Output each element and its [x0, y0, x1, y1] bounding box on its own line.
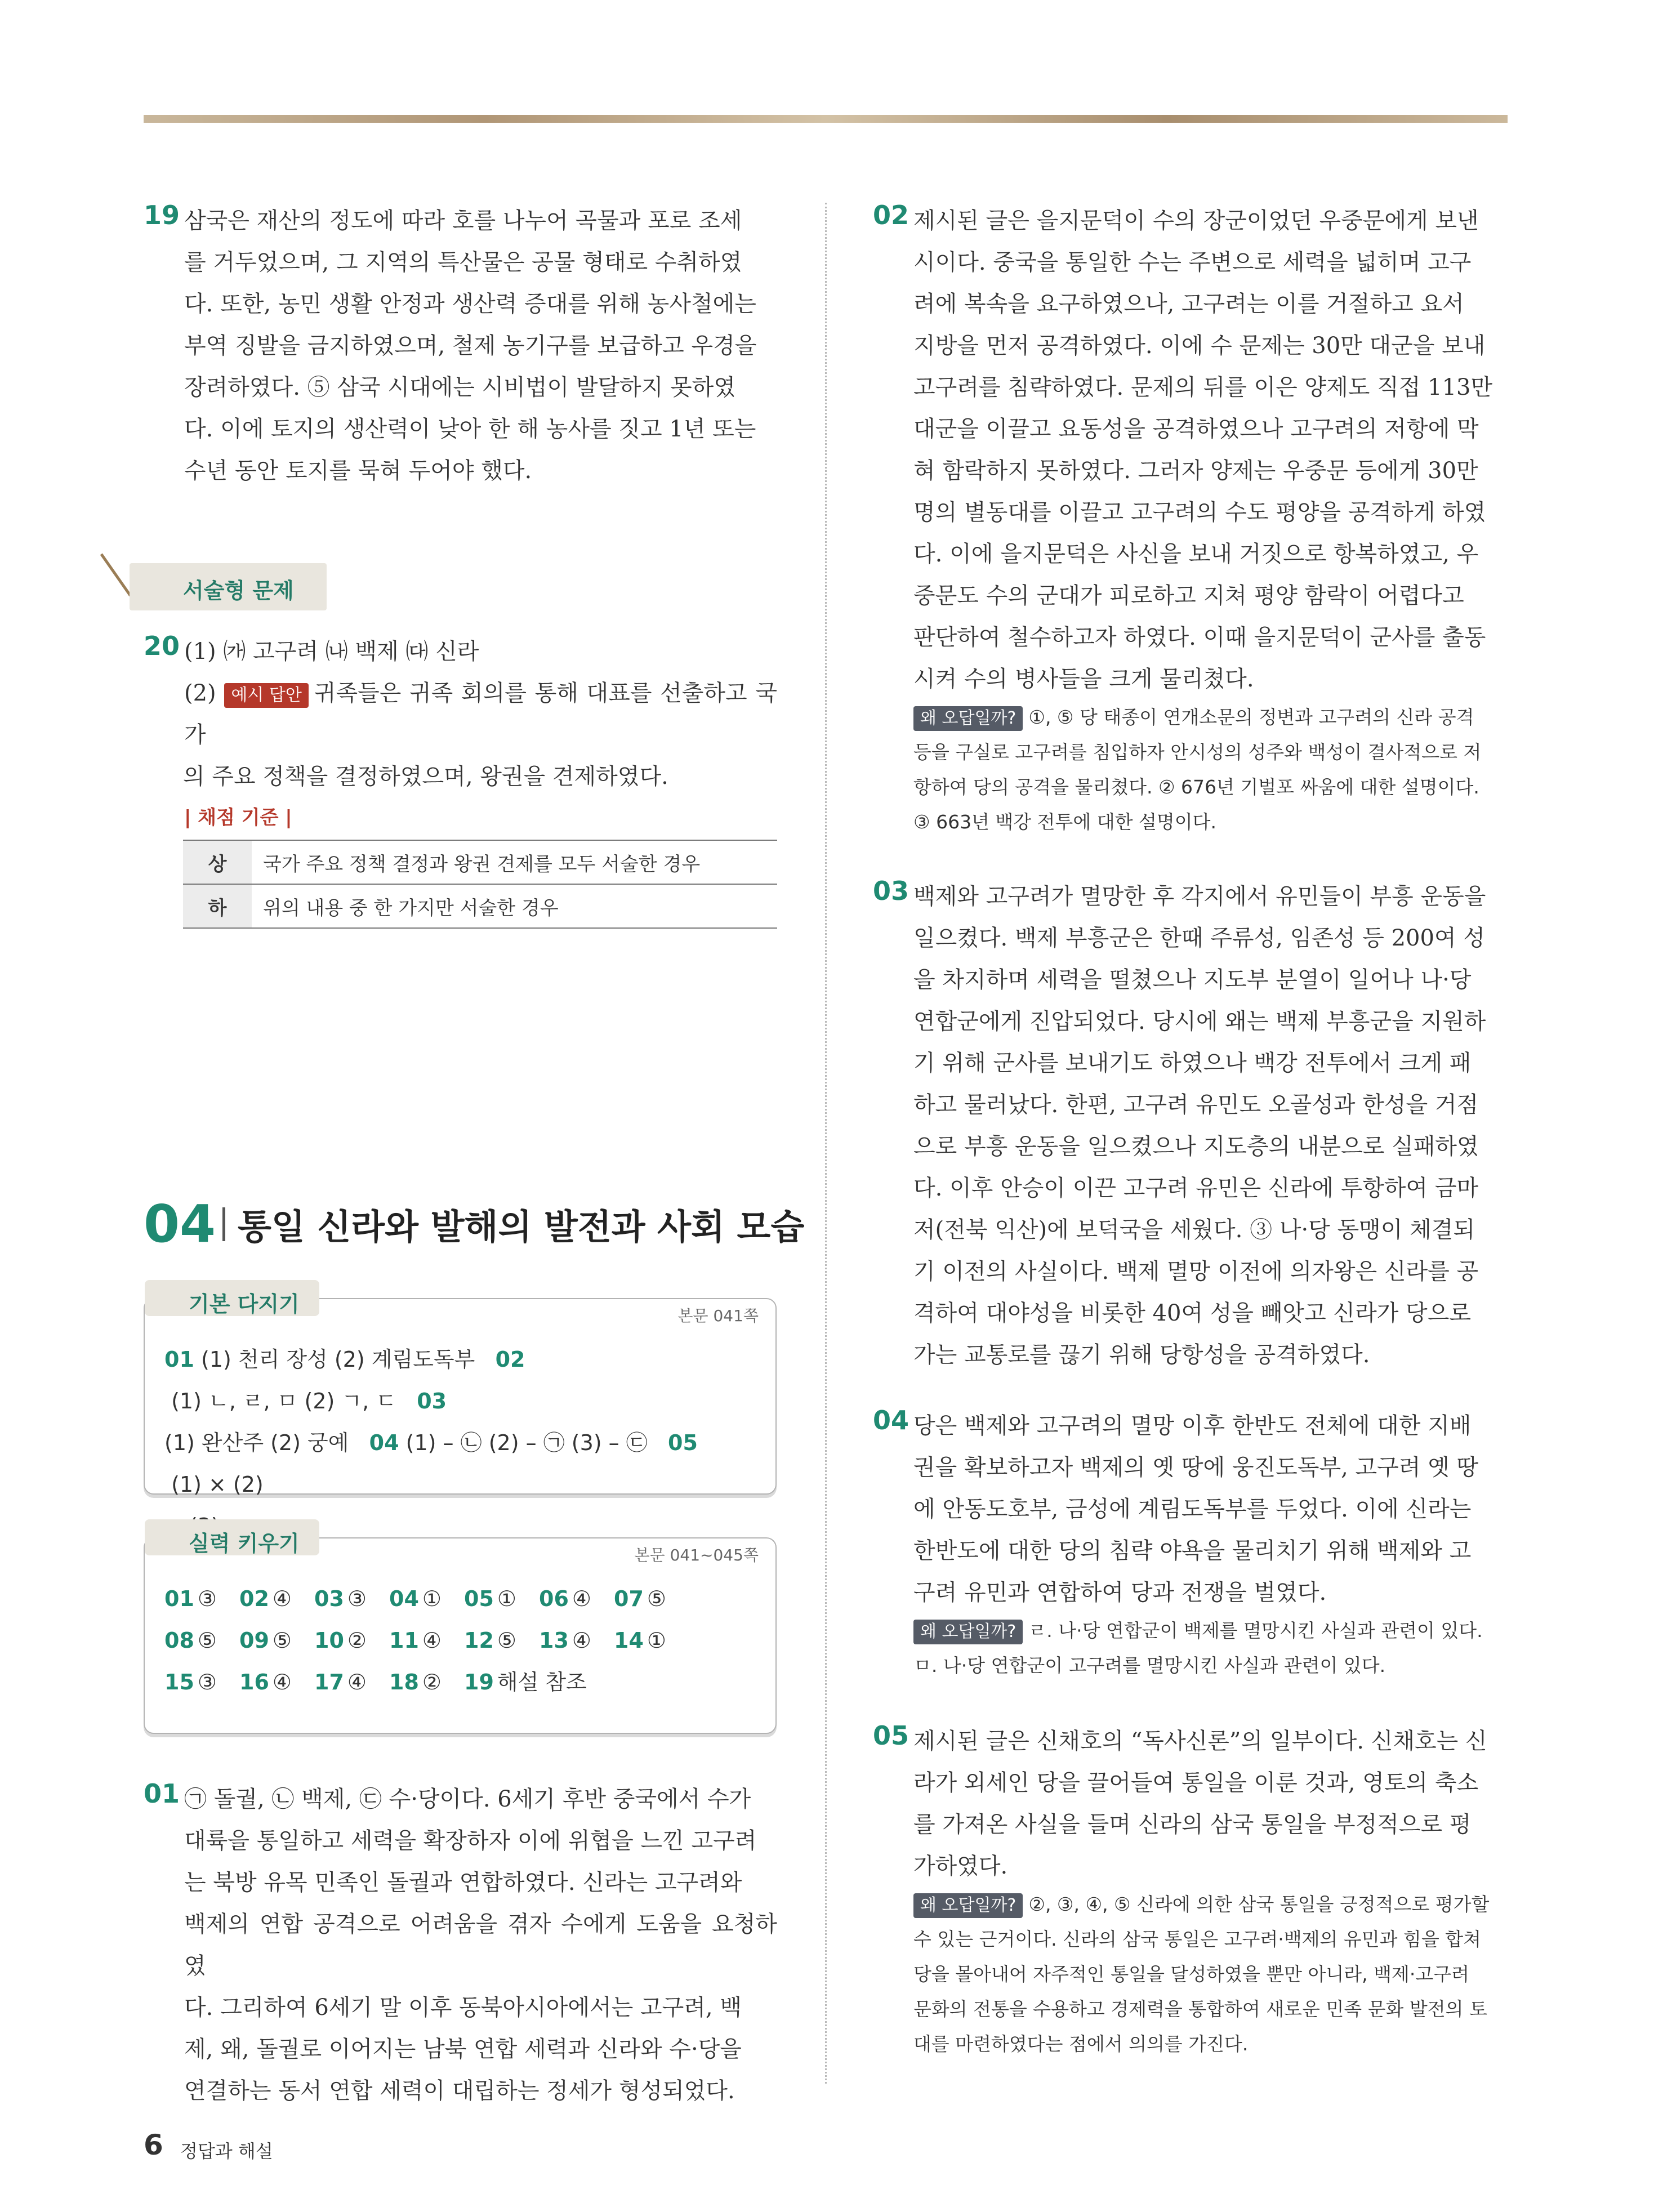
page-number: 6 [144, 2129, 163, 2161]
note-text: 당을 몰아내어 자주적인 통일을 달성하였을 뿐만 아니라, 백제·고구려 [913, 1963, 1469, 1985]
answer-text [184, 1778, 777, 2112]
item-number: 04 [369, 1430, 399, 1455]
answer-line [184, 672, 777, 756]
box-label-text: 실력 키우기 [189, 1531, 300, 1556]
answer-item [614, 1620, 689, 1661]
item-number: 03 [417, 1389, 447, 1413]
page-reference: 본문 041쪽 [677, 1306, 759, 1325]
answer-item [389, 1661, 464, 1703]
question-number: 03 [873, 876, 910, 906]
wrong-answer-note [913, 1613, 1509, 1683]
item-answer: ① [497, 1586, 516, 1611]
answer-line: 삼국은 재산의 정도에 따라 호를 나누어 곡물과 포로 조세 [184, 208, 742, 234]
answer-item [239, 1661, 314, 1703]
top-decor-bar [144, 115, 1508, 123]
answer-item [314, 1620, 389, 1661]
note-line [913, 1613, 1509, 1648]
answer-item [389, 1578, 464, 1620]
answer-line: 시켜 수의 병사들을 크게 물리쳤다. [913, 666, 1254, 692]
item-answer: 해설 참조 [497, 1670, 587, 1694]
item-answer: ④ [272, 1586, 292, 1611]
item-number: 19 [464, 1670, 494, 1694]
footer-label: 정답과 해설 [180, 2140, 273, 2162]
answer-item [239, 1620, 314, 1661]
answer-item [164, 1620, 239, 1661]
rubric-table [183, 840, 777, 929]
practice-answers-box [144, 1531, 777, 1734]
answer-20 [144, 631, 777, 929]
answer-item [314, 1578, 389, 1620]
item-number: 06 [539, 1586, 569, 1611]
answer-text [913, 876, 1509, 1376]
note-text: 대를 마련하였다는 점에서 의의를 가진다. [913, 2033, 1249, 2055]
answer-line: 으로 부흥 운동을 일으켰으나 지도층의 내분으로 실패하였 [913, 1134, 1479, 1159]
answer-line: 를 가져온 사실을 들며 신라의 삼국 통일을 부정적으로 평 [913, 1812, 1472, 1838]
item-number: 14 [614, 1628, 644, 1653]
rubric-criteria: 국가 주요 정책 결정과 왕권 견제를 모두 서술한 경우 [252, 840, 777, 884]
answer-line: 구려 유민과 연합하여 당과 전쟁을 벌였다. [913, 1580, 1327, 1606]
answer-line: 기 위해 군사를 보내기도 하였으나 백강 전투에서 크게 패 [913, 1050, 1472, 1076]
item-answer: ③ [197, 1586, 217, 1611]
item-answer: ③ [197, 1670, 217, 1694]
answer-line: 장려하였다. ⑤ 삼국 시대에는 시비법이 발달하지 못하였 [184, 374, 736, 400]
item-number: 10 [314, 1628, 344, 1653]
note-line [913, 1922, 1509, 1957]
section-label-descriptive [130, 563, 327, 610]
question-number: 01 [144, 1778, 180, 1809]
answer-line: 려에 복속을 요구하였으나, 고구려는 이를 거절하고 요서 [913, 291, 1464, 317]
item-number: 01 [164, 1586, 194, 1611]
answer-04 [873, 1405, 1509, 1683]
item-number: 16 [239, 1670, 269, 1694]
item-number: 13 [539, 1628, 569, 1653]
answer-text [183, 756, 777, 797]
answer-03 [873, 876, 1509, 1376]
answer-line: 를 거두었으며, 그 지역의 특산물은 공물 형태로 수취하였 [184, 249, 742, 275]
item-number: 02 [239, 1586, 269, 1611]
answer-line: 중문도 수의 군대가 피로하고 지쳐 평양 함락이 어렵다고 [913, 583, 1464, 609]
item-answer: ④ [572, 1586, 591, 1611]
item-answer: ④ [572, 1628, 591, 1653]
answer-line: 제, 왜, 돌궐로 이어지는 남북 연합 세력과 신라와 수·당을 [184, 2036, 742, 2062]
part-label: (2) [184, 680, 216, 706]
note-line [913, 1992, 1509, 2027]
wrong-answer-note [913, 1887, 1509, 2062]
note-text: 수 있는 근거이다. 신라의 삼국 통일은 고구려·백제의 유민과 힘을 합쳐 [913, 1928, 1481, 1950]
item-answer: ② [347, 1628, 367, 1653]
answer-text [913, 1720, 1509, 1887]
note-line [913, 2027, 1509, 2062]
answer-line: 연결하는 동서 연합 세력이 대립하는 정세가 형성되었다. [184, 2078, 735, 2104]
answer-line: 혀 함락하지 못하였다. 그러자 양제는 우중문 등에게 30만 [913, 458, 1478, 484]
item-answer: ⑤ [272, 1628, 292, 1653]
item-number: 08 [164, 1628, 194, 1653]
note-line [913, 735, 1509, 770]
answer-line: 연합군에게 진압되었다. 당시에 왜는 백제 부흥군을 지원하 [913, 1009, 1486, 1034]
item-number: 18 [389, 1670, 419, 1694]
table-row [183, 884, 777, 928]
answer-key-line [164, 1339, 759, 1422]
page-reference: 본문 041~045쪽 [634, 1546, 759, 1564]
answer-05 [873, 1720, 1509, 2062]
answer-line: 격하여 대야성을 비롯한 40여 성을 빼앗고 신라가 당으로 [913, 1300, 1471, 1326]
answer-line: 시이다. 중국을 통일한 수는 주변으로 세력을 넓히며 고구 [913, 249, 1472, 275]
note-text: ①, ⑤ 당 태종이 연개소문의 정변과 고구려의 신라 공격 [1028, 706, 1474, 728]
answer-line: 한반도에 대한 당의 침략 야욕을 물리치기 위해 백제와 고 [913, 1538, 1472, 1564]
note-line [913, 1887, 1509, 1922]
answer-text [913, 200, 1509, 700]
answer-01 [144, 1778, 777, 2112]
column-divider [825, 203, 827, 2084]
table-row [183, 840, 777, 884]
item-number: 01 [164, 1347, 194, 1372]
answer-item [464, 1578, 539, 1620]
answer-19 [144, 200, 777, 492]
chapter-number: 04 [144, 1194, 216, 1254]
question-number: 04 [873, 1405, 910, 1435]
item-answer: ① [647, 1628, 666, 1653]
answer-line: 당은 백제와 고구려의 멸망 이후 한반도 전체에 대한 지배 [913, 1413, 1472, 1439]
item-answer: ④ [422, 1628, 442, 1653]
item-number: 05 [464, 1586, 494, 1611]
answer-text [913, 1405, 1509, 1613]
item-number: 12 [464, 1628, 494, 1653]
note-text: ②, ③, ④, ⑤ 신라에 의한 삼국 통일을 긍정적으로 평가할 [1028, 1893, 1490, 1915]
item-answer: (1) × (2) [164, 1472, 264, 1497]
why-wrong-tag: 왜 오답일까? [913, 1620, 1023, 1644]
note-text: 항하여 당의 공격을 물리쳤다. ② 676년 기벌포 싸움에 대한 설명이다. [913, 776, 1479, 798]
answer-line: 수년 동안 토지를 묵혀 두어야 했다. [184, 458, 532, 484]
answer-line: 부역 징발을 금지하였으며, 철제 농기구를 보급하고 우경을 [184, 333, 757, 359]
chapter-title: 통일 신라와 발해의 발전과 사회 모습 [238, 1206, 805, 1247]
answer-item [614, 1578, 689, 1620]
answer-line-text: 귀족들은 귀족 회의를 통해 대표를 선출하고 국가 [184, 680, 777, 748]
answer-line: 제시된 글은 신채호의 “독사신론”의 일부이다. 신채호는 신 [913, 1728, 1487, 1754]
item-answer: (1) 천리 장성 (2) 계림도독부 [194, 1347, 496, 1372]
item-answer: ④ [347, 1670, 367, 1694]
item-answer: ④ [272, 1670, 292, 1694]
note-line [913, 805, 1509, 840]
item-answer: ③ [347, 1586, 367, 1611]
answer-line: 을 차지하며 세력을 떨쳤으나 지도부 분열이 일어나 나·당 [913, 967, 1472, 993]
item-answer: ⑤ [497, 1628, 516, 1653]
question-number: 20 [144, 631, 180, 661]
answer-line: 가는 교통로를 끊기 위해 당항성을 공격하였다. [913, 1342, 1370, 1368]
answer-line: 의 주요 정책을 결정하였으며, 왕권을 견제하였다. [183, 764, 668, 790]
chapter-heading [144, 1194, 804, 1254]
item-number: 05 [668, 1430, 698, 1455]
chapter-divider [222, 1207, 225, 1241]
note-line [913, 700, 1509, 735]
note-line [913, 1957, 1509, 1992]
rubric-title: | 채점 기준 | [184, 806, 292, 829]
item-number: 15 [164, 1670, 194, 1694]
basic-answers-box [144, 1292, 777, 1497]
answer-line: 다. 이후 안승이 이끈 고구려 유민은 신라에 투항하여 금마 [913, 1175, 1479, 1201]
why-wrong-tag: 왜 오답일까? [913, 1893, 1023, 1918]
rubric-grade: 하 [183, 884, 252, 928]
rubric-grade: 상 [183, 840, 252, 884]
answer-line: 하고 물러났다. 한편, 고구려 유민도 오골성과 한성을 거점 [913, 1092, 1479, 1118]
answer-text [184, 631, 777, 756]
answer-item [389, 1620, 464, 1661]
question-number: 05 [873, 1720, 910, 1751]
answer-line: 다. 이에 을지문덕은 사신을 보내 거짓으로 항복하였고, 우 [913, 541, 1479, 567]
answer-line: 저(전북 익산)에 보덕국을 세웠다. ③ 나·당 동맹이 체결되 [913, 1217, 1475, 1243]
answer-line: 백제의 연합 공격으로 어려움을 겪자 수에게 도움을 요청하였 [184, 1911, 777, 1979]
item-answer: (1) ㄴ, ㄹ, ㅁ (2) ㄱ, ㄷ [164, 1389, 417, 1413]
item-number: 09 [239, 1628, 269, 1653]
note-text: 문화의 전통을 수용하고 경제력을 통합하여 새로운 민족 문화 발전의 토 [913, 1998, 1487, 2020]
answer-line: 가하였다. [913, 1853, 1008, 1879]
item-answer: ⑤ [197, 1628, 217, 1653]
answer-item [314, 1661, 389, 1703]
answer-line: 판단하여 철수하고자 하였다. 이때 을지문덕이 군사를 출동 [913, 625, 1486, 650]
item-answer: ① [422, 1586, 442, 1611]
answer-line: 명의 별동대를 이끌고 고구려의 수도 평양을 공격하게 하였 [913, 500, 1486, 525]
answer-line: 대륙을 통일하고 세력을 확장하자 이에 위협을 느낀 고구려 [184, 1828, 757, 1854]
answer-line: 에 안동도호부, 금성에 계림도독부를 두었다. 이에 신라는 [913, 1496, 1472, 1522]
item-answer: ② [422, 1670, 442, 1694]
answer-line: 라가 외세인 당을 끌어들여 통일을 이룬 것과, 영토의 축소 [913, 1770, 1479, 1796]
answer-item [539, 1578, 614, 1620]
why-wrong-tag: 왜 오답일까? [913, 706, 1023, 731]
item-number: 11 [389, 1628, 419, 1653]
item-number: 04 [389, 1586, 419, 1611]
wrong-answer-note [913, 700, 1509, 840]
answer-key-line [164, 1422, 759, 1505]
answer-item [239, 1578, 314, 1620]
answer-item [164, 1578, 239, 1620]
answer-text [184, 200, 777, 492]
note-line [913, 1648, 1509, 1683]
answer-line: 백제와 고구려가 멸망한 후 각지에서 유민들이 부흥 운동을 [913, 884, 1486, 909]
answer-line: 다. 이에 토지의 생산력이 낮아 한 해 농사를 짓고 1년 또는 [184, 416, 756, 442]
item-number: 02 [495, 1347, 525, 1372]
answer-line: 다. 또한, 농민 생활 안정과 생산력 증대를 위해 농사철에는 [184, 291, 756, 317]
answer-line: 기 이전의 사실이다. 백제 멸망 이전에 의자왕은 신라를 공 [913, 1259, 1479, 1285]
question-number: 02 [873, 200, 910, 230]
box-label [145, 1280, 319, 1316]
item-answer: (1) – ㉡ (2) – ㉠ (3) – ㉢ [399, 1430, 668, 1455]
answer-line: 일으켰다. 백제 부흥군은 한때 주류성, 임존성 등 200여 성 [913, 925, 1485, 951]
answer-line: 지방을 먼저 공격하였다. 이에 수 문제는 30만 대군을 보내 [913, 333, 1486, 359]
item-number: 03 [314, 1586, 344, 1611]
item-answer: ⑤ [647, 1586, 666, 1611]
item-number: 07 [614, 1586, 644, 1611]
note-text: ㄹ. 나·당 연합군이 백제를 멸망시킨 사실과 관련이 있다. [1028, 1620, 1483, 1642]
note-line [913, 770, 1509, 805]
answer-item [464, 1620, 539, 1661]
answer-item [164, 1661, 239, 1703]
answer-line: (1) ㈎ 고구려 ㈏ 백제 ㈐ 신라 [184, 639, 479, 665]
answer-line: ㉠ 돌궐, ㉡ 백제, ㉢ 수·당이다. 6세기 후반 중국에서 수가 [184, 1786, 751, 1812]
item-number: 17 [314, 1670, 344, 1694]
note-text: 등을 구실로 고구려를 침입하자 안시성의 성주와 백성이 결사적으로 저 [913, 741, 1482, 763]
answer-line: 고구려를 침략하였다. 문제의 뒤를 이은 양제도 직접 113만 [913, 374, 1493, 400]
answer-line: 제시된 글은 을지문덕이 수의 장군이었던 우중문에게 보낸 [913, 208, 1479, 234]
question-number: 19 [144, 200, 180, 230]
example-answer-tag: 예시 답안 [224, 683, 308, 708]
answer-line: 권을 확보하고자 백제의 옛 땅에 웅진도독부, 고구려 옛 땅 [913, 1455, 1479, 1480]
answer-02 [873, 200, 1509, 840]
note-text: ③ 663년 백강 전투에 대한 설명이다. [913, 811, 1217, 833]
answer-line: 대군을 이끌고 요동성을 공격하였으나 고구려의 저항에 막 [913, 416, 1479, 442]
box-label-text: 기본 다지기 [189, 1292, 300, 1317]
note-text: ㅁ. 나·당 연합군이 고구려를 멸망시킨 사실과 관련이 있다. [913, 1654, 1386, 1676]
answer-item [464, 1661, 610, 1703]
answer-item [539, 1620, 614, 1661]
answer-line: 는 북방 유목 민족인 돌궐과 연합하였다. 신라는 고구려와 [184, 1870, 742, 1896]
box-label [145, 1519, 319, 1555]
section-label-text: 서술형 문제 [183, 578, 294, 603]
rubric-criteria: 위의 내용 중 한 가지만 서술한 경우 [252, 884, 777, 928]
item-answer: (1) 완산주 (2) 궁예 [164, 1430, 369, 1455]
answer-line: 다. 그리하여 6세기 말 이후 동북아시아에서는 고구려, 백 [184, 1995, 742, 2021]
